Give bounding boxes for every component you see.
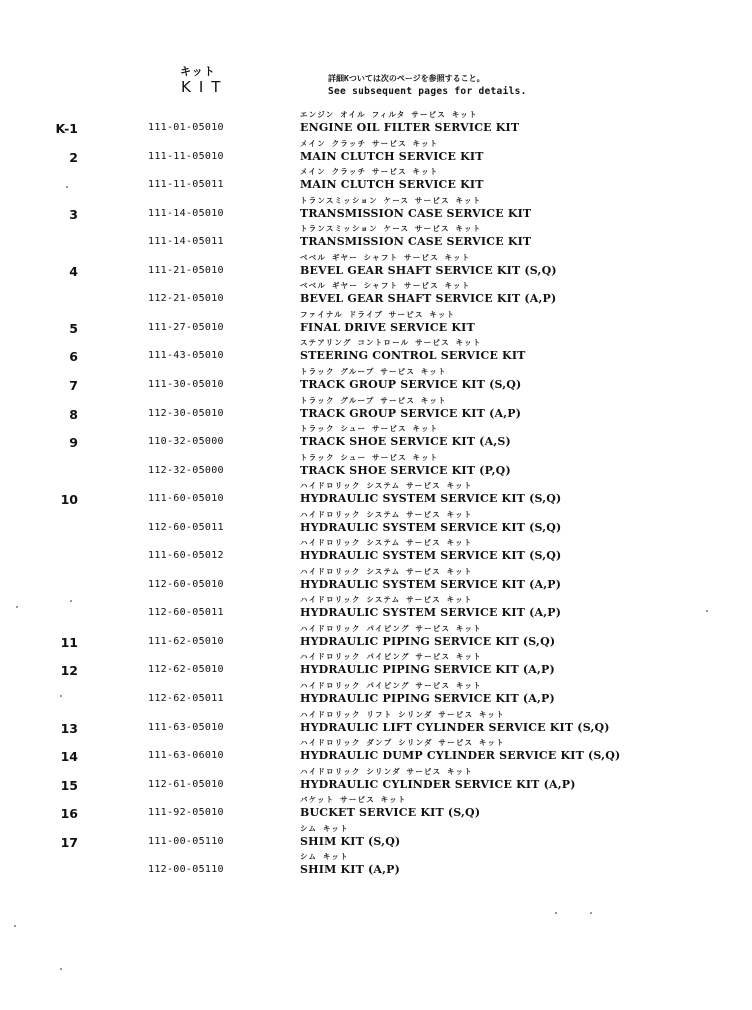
kit-row xyxy=(0,426,752,454)
kit-row xyxy=(0,854,752,882)
kit-row xyxy=(0,623,752,654)
kit-row xyxy=(0,112,752,140)
kit-row xyxy=(0,509,752,540)
part-number: 111-01-05010 xyxy=(148,122,224,133)
kana-reading: ハイドロリック システム サービス キット xyxy=(300,538,473,548)
part-number: 112-60-05010 xyxy=(148,578,224,590)
kit-description: TRACK GROUP SERVICE KIT (S,Q) xyxy=(300,377,522,391)
kit-description: BUCKET SERVICE KIT (S,Q) xyxy=(300,806,481,820)
page-title: KIT xyxy=(181,78,229,96)
scan-speck xyxy=(66,186,68,188)
kit-row xyxy=(0,195,752,226)
kana-reading: ハイドロリック システム サービス キット xyxy=(300,481,473,491)
scan-speck xyxy=(70,600,72,602)
ref-number: 15 xyxy=(60,777,78,793)
ref-number: 14 xyxy=(60,749,78,765)
ref-number: K-1 xyxy=(55,121,78,136)
kit-row xyxy=(0,797,752,825)
kana-reading: シム キット xyxy=(300,823,349,833)
kit-description: SHIM KIT (S,Q) xyxy=(300,834,401,848)
part-number: 111-11-05011 xyxy=(148,179,224,191)
scan-speck xyxy=(14,925,16,927)
scan-speck xyxy=(60,695,62,697)
part-number: 111-60-05012 xyxy=(148,550,224,562)
part-number: 111-27-05010 xyxy=(148,321,224,333)
kit-row xyxy=(0,483,752,511)
kana-reading: ベベル ギヤー シャフト サービス キット xyxy=(300,252,471,262)
kit-description: HYDRAULIC SYSTEM SERVICE KIT (A,P) xyxy=(300,606,562,620)
kana-reading: ハイドロリック パイピング サービス キット xyxy=(300,681,482,690)
kana-reading: ハイドロリック システム サービス キット xyxy=(300,595,473,605)
kit-row xyxy=(0,169,752,197)
kit-description: HYDRAULIC DUMP CYLINDER SERVICE KIT (S,Q) xyxy=(300,749,621,763)
kana-reading: メイン クラッチ サービス キット xyxy=(300,167,439,177)
kit-description: HYDRAULIC PIPING SERVICE KIT (A,P) xyxy=(300,692,555,705)
part-number: 112-32-05000 xyxy=(148,464,224,476)
part-number: 112-30-05010 xyxy=(148,407,224,419)
kit-description: BEVEL GEAR SHAFT SERVICE KIT (A,P) xyxy=(300,292,557,306)
kit-description: MAIN CLUTCH SERVICE KIT xyxy=(300,149,484,163)
kana-reading: メイン クラッチ サービス キット xyxy=(300,138,439,148)
kit-row xyxy=(0,283,752,311)
kit-description: TRACK SHOE SERVICE KIT (A,S) xyxy=(300,435,511,449)
kit-description: TRANSMISSION CASE SERVICE KIT xyxy=(300,235,532,249)
ref-number: 7 xyxy=(69,377,78,393)
kit-description: STEERING CONTROL SERVICE KIT xyxy=(300,349,526,363)
header-kana: キット xyxy=(180,65,216,78)
kit-description: HYDRAULIC PIPING SERVICE KIT (A,P) xyxy=(300,663,555,677)
kana-reading: バケット サービス キット xyxy=(300,795,407,805)
kit-row xyxy=(0,683,752,711)
part-number: 111-63-06010 xyxy=(148,750,224,762)
part-number: 111-14-05011 xyxy=(148,236,224,248)
kana-reading: ハイドロリック ダンプ シリンダ サービス キット xyxy=(300,738,505,748)
kit-description: HYDRAULIC SYSTEM SERVICE KIT (S,Q) xyxy=(300,492,562,506)
scan-speck xyxy=(555,912,557,914)
kit-description: HYDRAULIC SYSTEM SERVICE KIT (S,Q) xyxy=(300,520,562,534)
kit-description: ENGINE OIL FILTER SERVICE KIT xyxy=(300,121,520,134)
kit-description: HYDRAULIC CYLINDER SERVICE KIT (A,P) xyxy=(300,777,576,791)
part-number: 111-62-05010 xyxy=(148,635,224,647)
kit-description: BEVEL GEAR SHAFT SERVICE KIT (S,Q) xyxy=(300,263,557,277)
part-number: 111-00-05110 xyxy=(148,835,224,847)
kana-reading: ハイドロリック システム サービス キット xyxy=(300,566,473,576)
kit-description: TRANSMISSION CASE SERVICE KIT xyxy=(300,206,532,220)
kana-reading: ハイドロリック パイピング サービス キット xyxy=(300,623,482,633)
kit-description: HYDRAULIC SYSTEM SERVICE KIT (S,Q) xyxy=(300,549,562,563)
scan-speck xyxy=(16,606,18,608)
part-number: 112-21-05010 xyxy=(148,293,224,305)
part-number: 112-00-05110 xyxy=(148,864,224,876)
ref-number: 2 xyxy=(69,149,78,165)
kit-row xyxy=(0,766,752,797)
kit-row xyxy=(0,309,752,340)
kit-description: TRACK GROUP SERVICE KIT (A,P) xyxy=(300,406,522,420)
part-number: 111-11-05010 xyxy=(148,150,224,162)
part-number: 112-61-05010 xyxy=(148,778,224,790)
ref-number: 12 xyxy=(60,663,78,679)
kana-reading: トラック シュー サービス キット xyxy=(300,452,439,462)
part-number: 111-14-05010 xyxy=(148,207,224,219)
kit-description: SHIM KIT (A,P) xyxy=(300,863,401,877)
part-number: 110-32-05000 xyxy=(148,436,224,448)
ref-number: 16 xyxy=(60,806,78,822)
kit-row xyxy=(0,709,752,740)
part-number: 112-62-05010 xyxy=(148,664,224,676)
scan-speck xyxy=(706,610,708,612)
ref-number: 8 xyxy=(69,406,78,422)
header-note-japanese: 詳細Kついては次のページを参照すること。 xyxy=(328,74,485,83)
part-number: 111-63-05010 xyxy=(148,721,224,733)
ref-number: 6 xyxy=(69,349,78,365)
kana-reading: ステアリング コントロール サービス キット xyxy=(300,338,482,348)
scan-speck xyxy=(590,912,592,914)
kit-row xyxy=(0,597,752,625)
kana-reading: トラック グループ サービス キット xyxy=(300,395,447,405)
kit-row xyxy=(0,366,752,397)
kana-reading: ハイドロリック パイピング サービス キット xyxy=(300,652,482,662)
ref-number: 10 xyxy=(60,492,78,508)
scan-speck xyxy=(60,968,62,970)
kana-reading: ファイナル ドライブ サービス キット xyxy=(300,309,456,319)
ref-number: 13 xyxy=(60,720,78,736)
kana-reading: トラック シュー サービス キット xyxy=(300,424,439,434)
kana-reading: ハイドロリック シリンダ サービス キット xyxy=(300,766,473,776)
kana-reading: ハイドロリック リフト シリンダ サービス キット xyxy=(300,709,505,719)
part-number: 112-60-05011 xyxy=(148,607,224,619)
kit-row xyxy=(0,252,752,283)
kit-row xyxy=(0,138,752,169)
kana-reading: ハイドロリック システム サービス キット xyxy=(300,509,473,519)
kana-reading: トランスミッション ケース サービス キット xyxy=(300,195,482,205)
kit-description: HYDRAULIC SYSTEM SERVICE KIT (A,P) xyxy=(300,577,562,591)
kit-row xyxy=(0,566,752,597)
ref-number: 4 xyxy=(69,263,78,279)
kit-description: MAIN CLUTCH SERVICE KIT xyxy=(300,178,484,192)
part-number: 111-30-05010 xyxy=(148,378,224,390)
kit-row xyxy=(0,395,752,426)
kit-row xyxy=(0,452,752,483)
kit-description: HYDRAULIC LIFT CYLINDER SERVICE KIT (S,Q) xyxy=(300,720,610,734)
part-number: 111-92-05010 xyxy=(148,807,224,819)
kana-reading: トラック グループ サービス キット xyxy=(300,366,447,376)
ref-number: 11 xyxy=(60,634,78,650)
ref-number: 3 xyxy=(69,206,78,222)
kit-row xyxy=(0,740,752,768)
kit-row xyxy=(0,654,752,682)
kit-row xyxy=(0,823,752,854)
kana-reading: シム キット xyxy=(300,852,349,862)
kana-reading: トランスミッション ケース サービス キット xyxy=(300,224,482,234)
part-number: 112-62-05011 xyxy=(148,693,224,704)
ref-number: 9 xyxy=(69,435,78,451)
kit-row xyxy=(0,226,752,254)
part-number: 112-60-05011 xyxy=(148,521,224,533)
kit-description: TRACK SHOE SERVICE KIT (P,Q) xyxy=(300,463,511,477)
kit-description: HYDRAULIC PIPING SERVICE KIT (S,Q) xyxy=(300,634,556,648)
ref-number: 17 xyxy=(60,834,78,850)
part-number: 111-60-05010 xyxy=(148,493,224,505)
part-number: 111-21-05010 xyxy=(148,264,224,276)
header-note-english: See subsequent pages for details. xyxy=(328,86,527,97)
ref-number: 5 xyxy=(69,320,78,336)
kit-description: FINAL DRIVE SERVICE KIT xyxy=(300,320,475,334)
kit-row xyxy=(0,340,752,368)
part-number: 111-43-05010 xyxy=(148,350,224,362)
kana-reading: エンジン オイル フィルタ サービス キット xyxy=(300,110,478,119)
kit-row xyxy=(0,540,752,568)
kana-reading: ベベル ギヤー シャフト サービス キット xyxy=(300,281,471,291)
